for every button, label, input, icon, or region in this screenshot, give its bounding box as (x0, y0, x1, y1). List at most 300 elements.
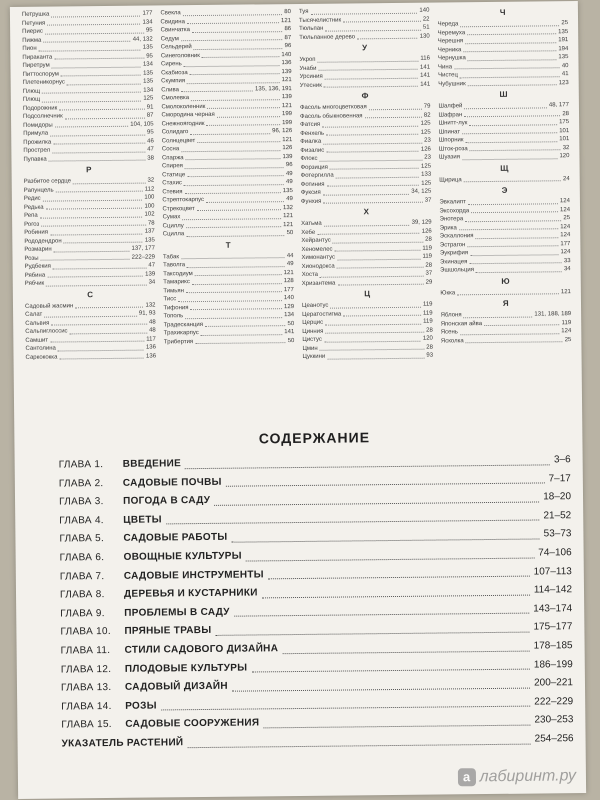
index-entry-name: Сирень (160, 61, 182, 68)
dot-leader (470, 254, 558, 256)
dot-leader (325, 332, 424, 334)
index-entry-name: Пиретрум (22, 62, 50, 69)
index-entry-page: 135 (558, 54, 569, 61)
index-entry-name: Примула (23, 130, 49, 137)
index-entry-page: 102 (144, 211, 155, 218)
index-entry-name: Прострел (23, 147, 51, 154)
index-entry-name: Редька (23, 204, 44, 211)
index-entry-name: Рогоз (24, 221, 40, 228)
dot-leader (207, 124, 281, 126)
toc-chapter-title: ЦВЕТЫ (123, 514, 162, 526)
toc-chapter-title: САДОВЫЙ ДИЗАЙН (124, 680, 228, 693)
toc-chapter-number: ГЛАВА 9. (60, 607, 105, 620)
toc-page-range: 222–229 (534, 695, 574, 708)
toc-page-range: 7–17 (548, 472, 571, 484)
index-entry-page: 135 (282, 187, 293, 194)
index-entry-name: Хейрантус (301, 237, 331, 244)
index-entry-page: 124 (560, 232, 571, 239)
index-entry (303, 352, 434, 362)
toc-chapter-number: ГЛАВА 7. (59, 570, 105, 583)
index-entry-name: Сосна (161, 146, 180, 153)
index-entry-name: Черемуха (437, 29, 466, 37)
dot-leader (41, 225, 146, 227)
index-entry-name: Рябина (24, 272, 46, 279)
toc-page-range: 175–177 (533, 621, 573, 633)
index-entry-name: Самшит (25, 337, 49, 344)
index-entry-page: 120 (422, 335, 433, 342)
index-entry-page: 191 (558, 37, 569, 44)
dot-leader (70, 332, 148, 334)
index-entry-name: Шток-роза (438, 145, 468, 153)
index-entry-page: 135 (558, 28, 569, 35)
toc-chapter-number: ГЛАВА 8. (59, 589, 105, 601)
index-entry-page: 132 (282, 204, 294, 211)
index-entry-page: 49 (286, 261, 294, 268)
dot-leader (325, 323, 421, 325)
index-entry-page: 175 (559, 119, 570, 126)
toc-chapter-number: ГЛАВА 10. (60, 626, 111, 638)
index-entry-name: Ясколка (440, 337, 464, 345)
index-entry-page: 78 (147, 219, 155, 227)
dot-leader (56, 191, 143, 193)
dot-leader (197, 209, 281, 211)
plant-index (22, 5, 572, 435)
index-entry-name: Цистус (302, 336, 322, 343)
index-entry-page: 135, 136, 191 (255, 85, 292, 92)
dot-leader (468, 84, 557, 86)
index-letter-heading: С (87, 289, 94, 299)
index-entry-page: 32 (147, 177, 155, 184)
index-entry-page: 119 (422, 253, 433, 260)
index-entry-name: Фатсия (300, 121, 321, 128)
index-entry-name: Синеголовник (160, 52, 200, 59)
toc-page-range: 186–199 (533, 658, 573, 671)
toc-chapter-title: РОЗЫ (125, 700, 157, 712)
index-entry-name: Свекла (160, 10, 181, 17)
dot-leader (318, 60, 419, 62)
dot-leader (55, 126, 129, 128)
index-entry-name: Тисс (163, 296, 177, 303)
dot-leader (61, 75, 141, 77)
index-entry-page: 44 (286, 252, 294, 259)
index-entry-page: 140 (281, 51, 292, 58)
index-entry-page: 86 (284, 26, 292, 33)
dot-leader (166, 520, 540, 525)
dot-leader (471, 211, 558, 213)
toc-page-range: 254–256 (534, 733, 574, 745)
toc-chapter-number: ГЛАВА 4. (59, 514, 104, 527)
dot-leader (464, 107, 547, 109)
index-entry-name: Яблоня (440, 312, 462, 319)
dot-leader (464, 316, 533, 318)
index-entry-name: Пион (22, 45, 37, 52)
index-entry-name: Хебе (301, 229, 316, 236)
toc-row (61, 730, 573, 754)
dot-leader (460, 25, 559, 27)
index-entry-page: 199 (282, 119, 293, 126)
toc-page-range: 200–221 (533, 677, 574, 689)
index-entry-name: Саркококка (25, 354, 58, 361)
dot-leader (326, 134, 419, 136)
dot-leader (323, 202, 422, 204)
index-entry-page: 91 (146, 103, 154, 111)
index-letter-heading: Х (363, 207, 370, 217)
toc-chapter-title: ПОГОДА В САДУ (122, 495, 211, 508)
index-entry-name: Статице (162, 171, 186, 178)
dot-leader (54, 58, 144, 60)
index-entry-page: 50 (287, 337, 295, 344)
toc-page-range: 18–20 (543, 491, 572, 503)
index-entry-name: Рододендрон (24, 237, 62, 245)
index-entry-page: 125 (420, 120, 431, 127)
index-entry-name: Трахикарпус (163, 330, 199, 337)
index-entry-page: 141 (284, 329, 295, 336)
index-entry-page: 135 (143, 78, 154, 85)
index-entry-name: Пираканта (22, 54, 53, 61)
toc-chapter-number: ГЛАВА 6. (59, 552, 105, 564)
index-entry-name: Укроп (299, 56, 316, 63)
index-entry-name: Слива (161, 86, 179, 93)
toc-page-range: 21–52 (543, 509, 572, 522)
index-entry-page: 101 (559, 136, 570, 143)
dot-leader (190, 73, 280, 75)
dot-leader (330, 306, 421, 308)
dot-leader (232, 687, 530, 691)
index-entry-name: Спирея (162, 163, 183, 170)
index-entry-name: Тысячелистник (298, 17, 342, 24)
toc-chapter-number: ГЛАВА 13. (60, 682, 112, 694)
toc-page-range: 74–106 (538, 547, 572, 559)
index-entry-name: Стевия (162, 188, 183, 195)
index-column-4 (437, 5, 572, 430)
index-entry-name: Сельдерей (160, 44, 192, 51)
index-entry-name: Флокс (300, 155, 318, 162)
toc-chapter-number: ГЛАВА 12. (60, 663, 112, 676)
index-entry-name: Питтоспорум (22, 70, 59, 78)
index-entry-name: Розмарин (24, 246, 52, 253)
index-entry-name: Репа (24, 212, 38, 219)
dot-leader (484, 324, 560, 326)
index-entry-page: 134 (142, 61, 154, 68)
index-entry-page: 134 (284, 312, 295, 319)
index-entry-name: Тополь (163, 313, 184, 320)
index-entry-name: Розы (24, 255, 39, 262)
index-entry-page: 96, 126 (272, 128, 293, 135)
index-entry-name: Снежноягодник (161, 120, 205, 127)
index-entry-name: Химонантус (301, 254, 336, 261)
index-entry-page: 49 (285, 179, 293, 186)
dot-leader (343, 21, 421, 23)
index-entry-page: 130 (419, 33, 430, 40)
dot-leader (178, 300, 282, 302)
dot-leader (52, 66, 141, 68)
dot-leader (54, 250, 130, 252)
dot-leader (322, 125, 418, 127)
index-entry-name: Смородина черная (161, 111, 215, 119)
index-entry-name: Черника (437, 46, 462, 54)
index-entry-page: 125 (420, 129, 431, 136)
index-entry-name: Черешня (437, 38, 464, 45)
index-entry-page: 23 (424, 137, 431, 144)
index-entry-name: Свинчатка (160, 27, 191, 34)
index-column-2 (160, 8, 295, 433)
index-entry-name: Сциллу (162, 222, 184, 229)
dot-leader (324, 86, 418, 88)
toc-chapter-title: ПРЯНЫЕ ТРАВЫ (124, 625, 212, 638)
index-entry-page: 126 (282, 145, 293, 152)
dot-leader (325, 77, 418, 79)
index-entry-page: 33 (563, 257, 571, 264)
index-entry-name: Прожилка (23, 139, 52, 146)
index-entry-name: Урсиния (299, 73, 323, 80)
index-entry-page: 95 (145, 27, 153, 34)
index-entry-page: 139 (281, 94, 292, 101)
index-entry-page: 139 (282, 153, 293, 160)
index-entry-page: 24 (562, 175, 570, 182)
labirint-logo-icon: a (457, 768, 475, 786)
index-entry-page: 112 (144, 185, 155, 193)
dot-leader (67, 83, 141, 85)
index-entry-name: Пиерис (22, 28, 43, 35)
dot-leader (186, 291, 282, 293)
index-entry-page: 80 (284, 9, 291, 16)
toc-chapter-title: ВВЕДЕНИЕ (122, 458, 182, 470)
index-entry-page: 140 (419, 7, 430, 14)
dot-leader (39, 49, 141, 51)
dot-leader (246, 557, 534, 561)
dot-leader (190, 133, 270, 135)
index-entry-name: Цератостигма (302, 311, 342, 318)
dot-leader (207, 107, 280, 109)
index-entry-page: 121 (283, 269, 294, 276)
dot-leader (187, 82, 280, 84)
index-entry-page: 124 (561, 328, 572, 335)
index-entry-page: 136 (281, 60, 292, 67)
dot-leader (185, 464, 550, 469)
index-entry-page: 194 (558, 45, 569, 52)
dot-leader (46, 208, 143, 210)
index-entry-name: Плетеникорнус (22, 79, 65, 86)
index-entry-name: Пижма (22, 37, 42, 44)
index-letter-heading: Ч (499, 7, 506, 17)
index-entry-page: 119 (422, 310, 433, 317)
toc-page-range: 143–174 (533, 602, 573, 615)
index-entry-page: 141 (419, 64, 431, 71)
index-entry-page: 121 (560, 288, 571, 295)
index-entry-page: 199 (281, 111, 293, 118)
index-entry-name: Свидина (160, 18, 185, 25)
dot-leader (186, 226, 281, 228)
index-entry-page: 137 (144, 228, 155, 235)
dot-leader (49, 160, 146, 162)
dot-leader (195, 342, 286, 344)
index-entry-name: Тюльпанное дерево (299, 33, 356, 41)
index-entry-page: 93 (426, 352, 434, 359)
dot-leader (40, 216, 143, 218)
index-entry-name: Таволга (163, 262, 186, 269)
index-entry-page: 87 (146, 112, 154, 119)
dot-leader (42, 92, 141, 94)
index-entry-name: Цуккини (302, 353, 326, 360)
index-entry-page: 119 (423, 318, 433, 325)
index-entry-name: Смолевка (161, 95, 190, 102)
index-entry-name: Тимьян (163, 287, 184, 294)
dot-leader (214, 501, 539, 505)
index-entry-name: Рапунцель (23, 187, 54, 194)
dot-leader (234, 613, 529, 617)
index-entry-page: 139 (145, 270, 156, 278)
dot-leader (459, 228, 558, 230)
dot-leader (310, 12, 417, 14)
index-entry-name: Шнитт-лук (438, 120, 468, 127)
dot-leader (465, 220, 561, 222)
index-entry-name: Скабиоза (161, 69, 188, 76)
index-entry-name: Цеанотус (301, 302, 329, 309)
index-entry-name: Чина (437, 63, 453, 71)
dot-leader (53, 267, 147, 269)
dot-leader (58, 349, 144, 351)
index-entry-name: Унаби (299, 65, 317, 72)
index-entry-page: 119 (422, 301, 433, 308)
dot-leader (187, 266, 285, 268)
index-entry-page: 121 (281, 102, 292, 109)
dot-leader (184, 184, 284, 186)
watermark-text: лабиринт.ру (479, 767, 577, 786)
toc-page-range: 53–73 (543, 528, 572, 540)
index-letter-heading: Ш (499, 89, 508, 99)
dot-leader (337, 267, 424, 269)
index-entry-name: Петрушка (21, 11, 50, 18)
toc-chapter-title: ОВОЩНЫЕ КУЛЬТУРЫ (123, 550, 242, 563)
dot-leader (186, 235, 284, 237)
index-entry-page: 49 (285, 170, 293, 177)
toc-chapter-title: САДОВЫЕ ПОЧВЫ (122, 476, 222, 489)
index-entry-page: 124 (559, 206, 571, 213)
index-entry-name: Церцис (302, 319, 324, 326)
index-entry-name: Стрептокарпус (162, 196, 205, 204)
index-entry-page: 177 (560, 240, 571, 247)
toc-chapter-number: ГЛАВА 3. (58, 496, 104, 508)
index-entry-page: 96 (285, 162, 293, 169)
dot-leader (52, 151, 145, 153)
index-entry-name: Спаржа (161, 154, 184, 161)
dot-leader (324, 340, 421, 342)
index-entry-name: Фасоль обыкновенная (299, 112, 363, 120)
index-entry-name: Таксодиум (163, 270, 193, 277)
index-entry-page: 104, 105 (130, 120, 154, 128)
toc-page-range: 230–253 (534, 714, 574, 726)
index-entry-page: 25 (564, 336, 572, 343)
dot-leader (206, 201, 284, 203)
index-entry-page: 120 (559, 153, 570, 160)
dot-leader (325, 29, 421, 31)
index-entry-page: 28 (426, 327, 433, 334)
dot-leader (181, 39, 283, 41)
index-entry-name: Сумах (162, 214, 181, 221)
dot-leader (365, 117, 422, 119)
toc-chapter-title: СТИЛИ САДОВОГО ДИЗАЙНА (124, 643, 279, 656)
dot-leader (333, 241, 423, 243)
dot-leader (64, 242, 143, 244)
dot-leader (192, 31, 282, 33)
index-entry-name: Рудбекия (24, 263, 51, 270)
index-entry-name: Смолоколенник (161, 103, 206, 110)
dot-leader (460, 333, 559, 335)
index-entry-name: Эшшольция (440, 267, 474, 274)
index-letter-heading: Щ (500, 163, 509, 173)
dot-leader (51, 324, 147, 326)
toc-chapter-number: ГЛАВА 1. (58, 459, 104, 471)
index-entry-name: Шпорник (438, 137, 464, 144)
dot-leader (468, 203, 558, 205)
index-entry-page: 129 (283, 303, 295, 310)
index-entry-page: 124 (559, 198, 570, 205)
index-entry-page: 22 (422, 16, 430, 23)
index-entry-page: 37 (424, 197, 432, 204)
dot-leader (464, 180, 561, 182)
index-entry-page: 95 (146, 53, 153, 60)
toc-chapter-number: ГЛАВА 14. (61, 700, 112, 713)
index-entry-name: Череда (437, 21, 459, 28)
dot-leader (357, 38, 418, 40)
index-entry-page: 48 (149, 327, 156, 334)
table-of-contents (58, 427, 573, 754)
index-entry-page: 28 (425, 262, 433, 269)
dot-leader (187, 22, 279, 24)
index-letter-heading: Ю (501, 276, 510, 286)
dot-leader (59, 358, 144, 360)
index-entry-name: Шафран (438, 111, 463, 119)
index-entry-name: Утесник (299, 82, 322, 89)
toc-chapter-title: САДОВЫЕ СООРУЖЕНИЯ (125, 717, 260, 731)
index-entry-page: 222–229 (131, 253, 156, 261)
toc-chapter-number: ГЛАВА 2. (58, 477, 104, 490)
dot-leader (268, 576, 530, 580)
index-letter-heading: Э (501, 185, 508, 195)
index-entry-name: Трибертия (163, 338, 194, 345)
index-entry-name: Плющ (22, 96, 41, 103)
dot-leader (43, 41, 130, 43)
dot-leader (469, 124, 557, 126)
index-entry-name: Хоста (301, 271, 319, 278)
index-entry-page: 28 (562, 110, 570, 117)
dot-leader (42, 100, 141, 102)
index-entry-page: 125 (143, 95, 154, 102)
index-entry-page: 100 (144, 194, 155, 201)
dot-leader (465, 42, 556, 44)
index-entry-name: Чубушник (438, 80, 466, 88)
index-entry-page: 50 (286, 230, 294, 237)
dot-leader (457, 293, 559, 295)
index-entry-page: 123 (558, 79, 569, 86)
dot-leader (320, 275, 424, 277)
index-entry-page: 34 (563, 266, 571, 273)
index-entry-name: Сантолина (25, 345, 56, 352)
dot-leader (231, 538, 539, 542)
dot-leader (336, 176, 419, 178)
dot-leader (192, 283, 282, 285)
dot-leader (470, 149, 561, 151)
index-entry-page: 121 (283, 221, 294, 228)
index-entry-name: Эхинацея (440, 258, 468, 266)
toc-chapter-title: САДОВЫЕ ИНСТРУМЕНТЫ (123, 568, 264, 582)
index-entry-name: Подорожник (22, 105, 58, 112)
index-entry-name: Шпинат (438, 128, 461, 136)
dot-leader (462, 132, 557, 134)
dot-leader (463, 50, 556, 52)
index-entry-page: 34, 125 (411, 188, 432, 195)
dot-leader (454, 67, 560, 69)
